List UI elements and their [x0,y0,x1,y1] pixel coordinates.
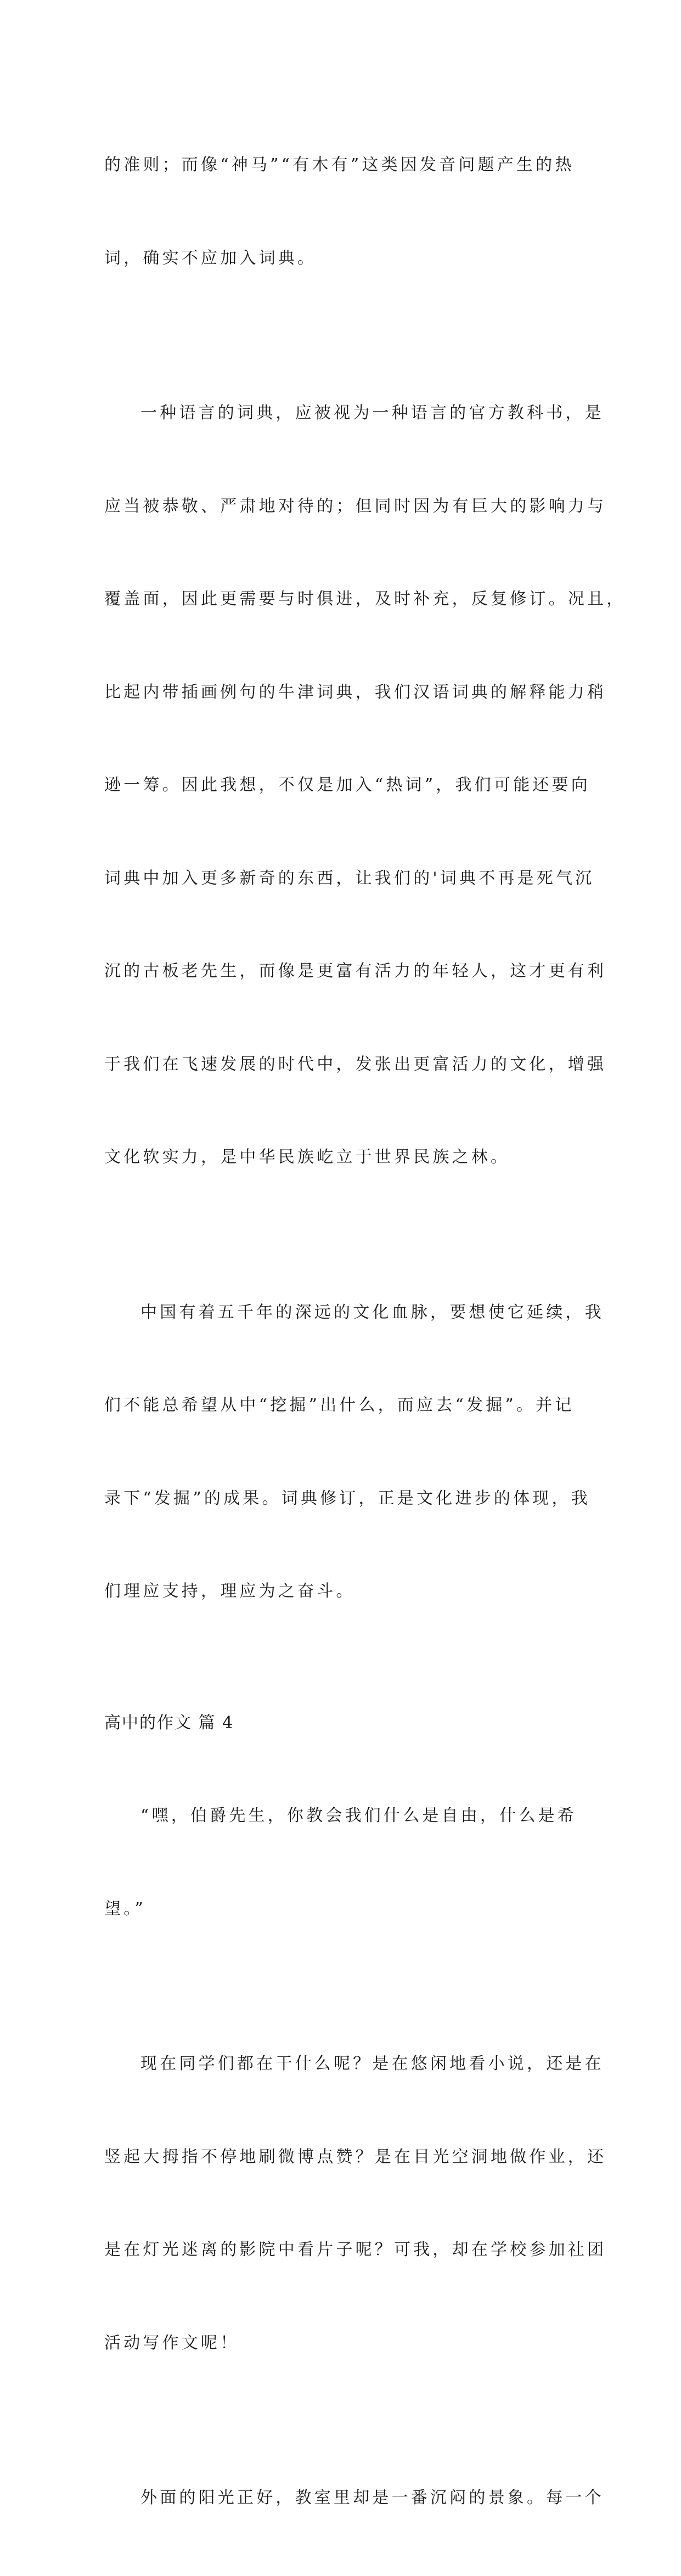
paragraph-3 [104,1235,604,1669]
text-line: 中国有着五千年的深远的文化血脉，要想使它延续，我 [140,1302,604,1322]
paragraph-4 [104,1739,576,1987]
text-line: 外面的阳光正好，教室里却是一番沉闷的景象。每一个 [140,2488,604,2507]
text-line: 是在灯光迷离的影院中看片子呢？可我，却在学校参加社团 [104,2240,607,2259]
text-line: 于我们在飞速发展的时代中，发张出更富活力的文化，增强 [104,1054,607,1074]
text-line: 词典中加入更多新奇的东西，让我们的'词典不再是死气沉 [104,868,595,888]
paragraph-6 [104,2421,604,2576]
text-line: 们理应支持，理应为之奋斗。 [104,1582,356,1601]
text-line: 们不能总希望从中“挖掘”出什么，而应去“发掘”。并记 [104,1396,575,1415]
paragraph-1 [104,88,576,336]
text-line: 望。” [104,1899,146,1919]
text-line: 文化软实力，是中华民族屹立于世界民族之林。 [104,1148,510,1167]
text-line: 现在同学们都在干什么呢？是在悠闲地看小说，还是在 [140,2054,604,2073]
paragraph-5 [104,1987,607,2421]
paragraph-2 [104,336,626,1235]
section-heading: 高中的作文 篇 4 [104,1713,234,1733]
text-line: 词，确实不应加入词典。 [104,248,317,268]
text-line: “嘿，伯爵先生，你教会我们什么是自由，什么是希 [140,1806,577,1825]
text-line: 竖起大拇指不停地刷微博点赞？是在目光空洞地做作业，还 [104,2147,607,2167]
text-line: 一种语言的词典，应被视为一种语言的官方教科书，是 [140,403,604,423]
text-line: 的准则；而像“神马”“有木有”这类因发音问题产生的热 [104,155,575,175]
text-line: 应当被恭敬、严肃地对待的；但同时因为有巨大的影响力与 [104,496,607,516]
text-line: 录下“发掘”的成果。词典修订，正是文化进步的体现，我 [104,1488,590,1508]
document-body [104,88,626,2576]
text-line: 覆盖面，因此更需要与时俱进，及时补充，反复修订。况且， [104,589,626,609]
text-line: 沉的古板老先生，而像是更富有活力的年轻人，这才更有利 [104,961,607,981]
text-line: 比起内带插画例句的牛津词典，我们汉语词典的解释能力稍 [104,682,607,702]
section-gap [104,1669,576,1708]
text-line: 逊一筹。因此我想，不仅是加入“热词”，我们可能还要向 [104,775,590,795]
text-line: 活动写作文呢！ [104,2333,240,2353]
